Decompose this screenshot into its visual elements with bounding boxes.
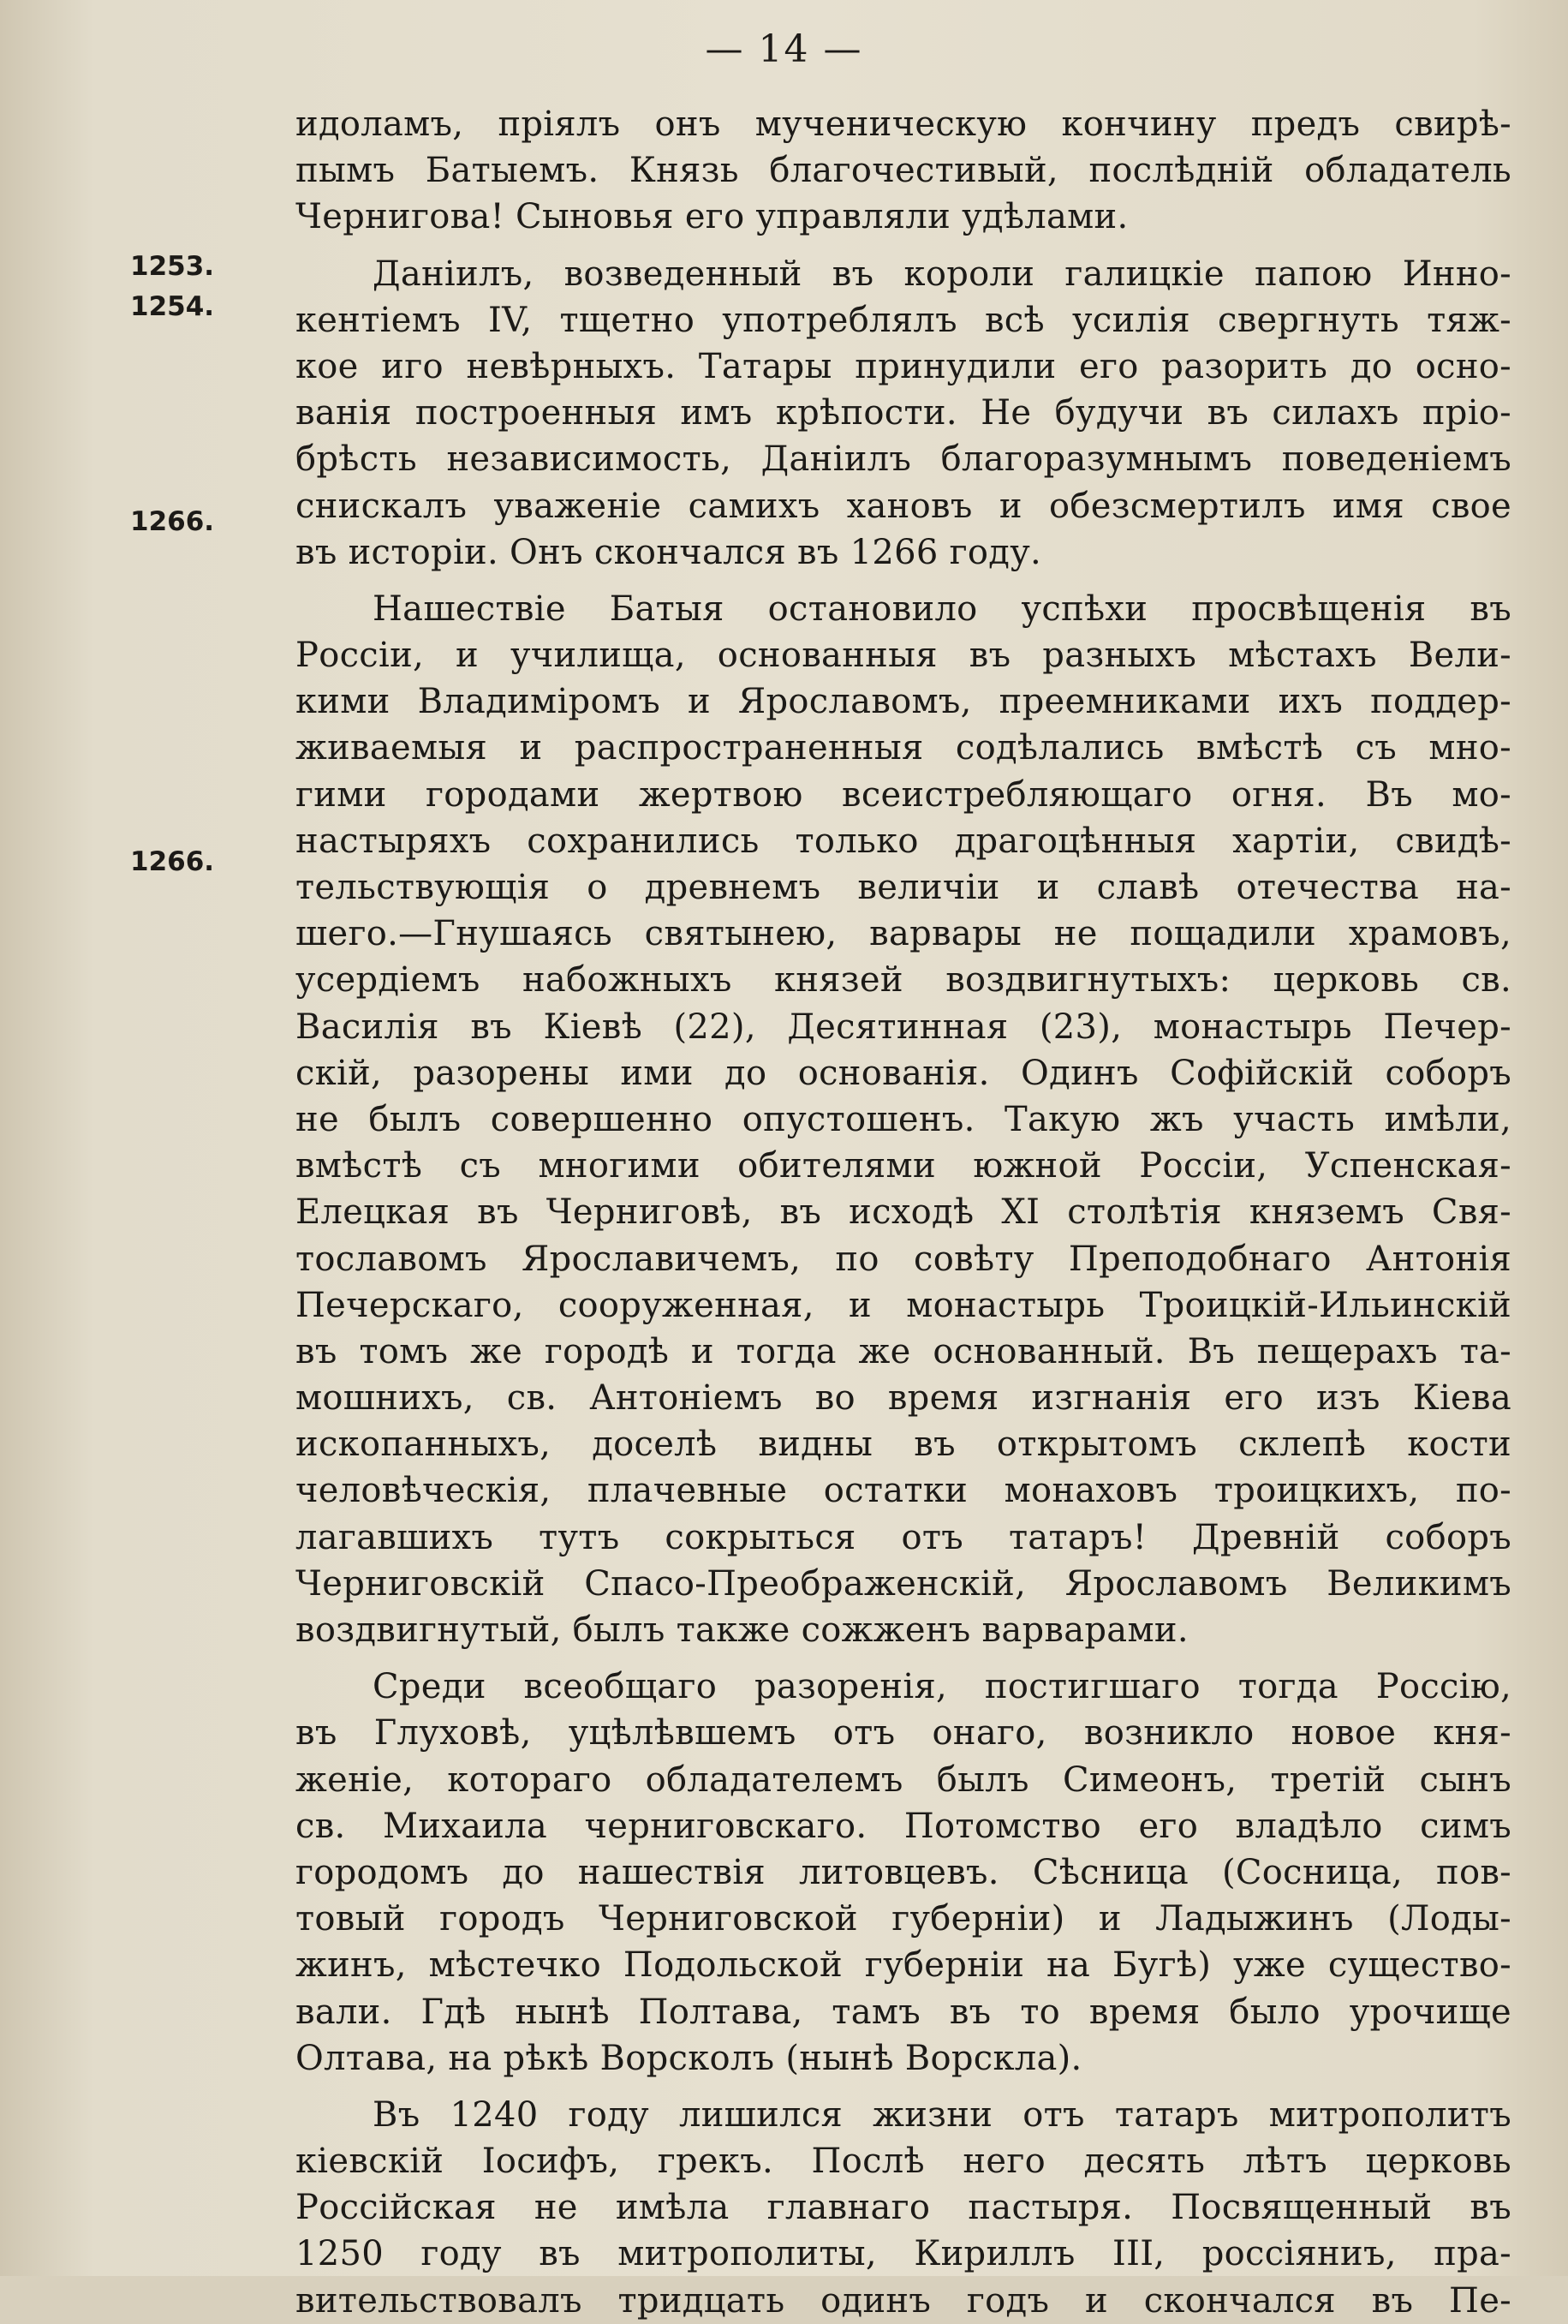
text-line: Въ 1240 году лишился жизни отъ татаръ митрополитъ	[373, 2094, 1511, 2135]
text-line: Среди всеобщаго разоренія, постигшаго тогда Россію,	[373, 1667, 1511, 1707]
text-line: вительствовалъ тридцать одинъ годъ и скончался въ Пе-	[295, 2280, 1511, 2321]
body-text	[295, 101, 1511, 2324]
text-line: снискалъ уваженіе самихъ хановъ и обезсмертилъ имя свое	[295, 486, 1511, 526]
text-line: кими Владиміромъ и Ярославомъ, преемниками ихъ поддер-	[295, 682, 1511, 722]
text-line: не былъ совершенно опустошенъ. Такую жъ участь имѣли,	[295, 1099, 1511, 1139]
text-line: Василія въ Кіевѣ (22), Десятинная (23), монастырь Печер-	[295, 1007, 1511, 1047]
text-line: тославомъ Ярославичемъ, по совѣту Преподобнаго Антонія	[295, 1239, 1511, 1279]
text-line: человѣческія, плачевные остатки монаховъ троицкихъ, по-	[295, 1471, 1511, 1511]
text-line: въ исторіи. Онъ скончался въ 1266 году.	[295, 532, 1042, 572]
text-line: шего.—Гнушаясь святынею, варвары не пощадили храмовъ,	[295, 914, 1511, 954]
text-line: лагавшихъ тутъ сокрыться отъ татаръ! Древній соборъ	[295, 1517, 1511, 1557]
text-line: Даніилъ, возведенный въ короли галицкіе папою Инно-	[373, 254, 1511, 294]
text-line: товый городъ Черниговской губерніи) и Ладыжинъ (Лоды-	[295, 1899, 1511, 1939]
text-line: Россіи, и училища, основанныя въ разныхъ мѣстахъ Вели-	[295, 636, 1511, 676]
text-line: Елецкая въ Черниговѣ, въ исходѣ XI столѣтія княземъ Свя-	[295, 1192, 1511, 1233]
text-line: вали. Гдѣ нынѣ Полтава, тамъ въ то время было урочище	[295, 1992, 1511, 2032]
text-line: мошнихъ, св. Антоніемъ во время изгнанія его изъ Кіева	[295, 1378, 1511, 1419]
text-line: воздвигнутый, былъ также сожженъ варварами.	[295, 1610, 1189, 1650]
text-line: ванія построенныя имъ крѣпости. Не будучи въ силахъ пріо-	[295, 393, 1511, 433]
text-line: Олтава, на рѣкѣ Ворсколъ (нынѣ Ворскла).	[295, 2038, 1082, 2078]
text-line: Чернигова! Сыновья его управляли удѣлами.	[295, 197, 1129, 237]
text-line: ископанныхъ, доселѣ видны въ открытомъ склепѣ кости	[295, 1425, 1511, 1465]
text-line: св. Михаила черниговскаго. Потомство его владѣло симъ	[295, 1806, 1511, 1846]
margin-year-1254: 1254.	[130, 291, 215, 322]
text-line: Печерскаго, сооруженная, и монастырь Троицкій-Ильинскій	[295, 1285, 1511, 1325]
text-line: городомъ до нашествія литовцевъ. Сѣсница (Сосница, пов-	[295, 1852, 1511, 1892]
text-line: гими городами жертвою всеистребляющаго огня. Въ мо-	[295, 774, 1511, 815]
text-line: 1250 году въ митрополиты, Кириллъ III, россіяниъ, пра-	[295, 2234, 1511, 2274]
margin-year-1266-a: 1266.	[130, 506, 215, 537]
text-line: въ томъ же городѣ и тогда же основанный. Въ пещерахъ та-	[295, 1331, 1511, 1371]
text-line: скій, разорены ими до основанія. Одинъ Софійскій соборъ	[295, 1053, 1511, 1093]
text-line: пымъ Батыемъ. Князь благочестивый, послѣдній обладатель	[295, 151, 1511, 191]
text-line: настыряхъ сохранились только драгоцѣнныя хартіи, свидѣ-	[295, 821, 1511, 861]
text-line: кентіемъ IV, тщетно употреблялъ всѣ усилія свергнуть тяж-	[295, 300, 1511, 340]
text-line: въ Глуховѣ, уцѣлѣвшемъ отъ онаго, возникло новое кня-	[295, 1713, 1511, 1753]
text-line: кое иго невѣрныхъ. Татары принудили его разорить до осно-	[295, 346, 1511, 386]
text-line: Черниговскій Спасо-Преображенскій, Ярославомъ Великимъ	[295, 1563, 1511, 1604]
text-line: женіе, котораго обладателемъ былъ Симеонъ, третій сынъ	[295, 1759, 1511, 1800]
text-line: тельствующія о древнемъ величіи и славѣ отечества на-	[295, 868, 1511, 907]
text-line: Россійская не имѣла главнаго пастыря. Посвященный въ	[295, 2188, 1511, 2228]
margin-year-1253: 1253.	[130, 251, 215, 282]
page-number: — 14 —	[705, 27, 863, 71]
text-line: брѣсть независимость, Даніилъ благоразумнымъ поведеніемъ	[295, 439, 1511, 480]
margin-year-1266-b: 1266.	[130, 846, 215, 877]
text-line: кіевскій Іосифъ, грекъ. Послѣ него десять лѣтъ церковь	[295, 2142, 1511, 2182]
text-line: жинъ, мѣстечко Подольской губерніи на Бугѣ) уже существо-	[295, 1945, 1511, 1986]
text-line: Нашествіе Батыя остановило успѣхи просвѣщенія въ	[373, 588, 1511, 629]
text-line: вмѣстѣ съ многими обителями южной Россіи, Успенская-	[295, 1146, 1511, 1186]
text-line: усердіемъ набожныхъ князей воздвигнутыхъ: церковь св.	[295, 960, 1511, 1001]
text-line: живаемыя и распространенныя содѣлались вмѣстѣ съ мно-	[295, 728, 1511, 768]
text-line: идоламъ, пріялъ онъ мученическую кончину предъ свирѣ-	[295, 105, 1511, 144]
